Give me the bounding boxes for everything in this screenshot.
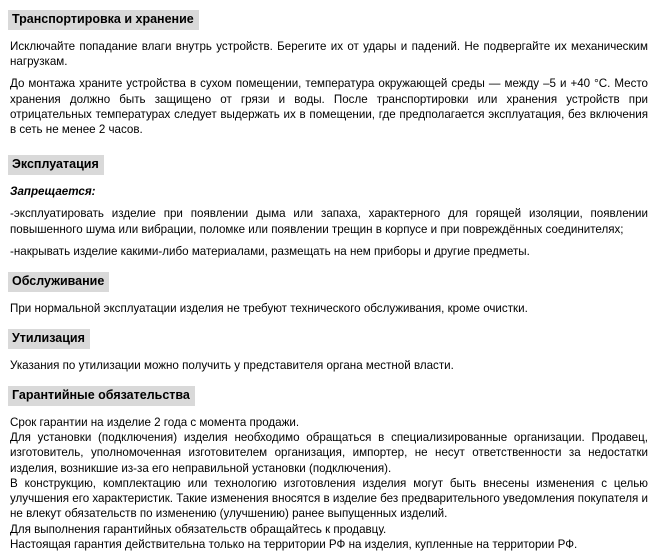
- section-heading-warranty: Гарантийные обязательства: [8, 386, 195, 406]
- section-heading-wrap: [8, 272, 650, 292]
- paragraph-maintenance-1: При нормальной эксплуатации изделия не требуют технического обслуживания, кроме очистки.: [10, 301, 528, 315]
- section-heading-wrap: [8, 10, 650, 30]
- paragraph-warranty-3: В конструкцию, комплектацию или технологию изготовления изделия могут быть внесены изменения с целью улучшения его характеристик. Такие изменения вносятся в изделие без предварительного уведомления покупателя и не влекут обязательств по изменению (улучшению) ранее выпущенных изделий.: [10, 476, 648, 521]
- paragraph-warranty-5: Настоящая гарантия действительна только на территории РФ на изделия, купленные на территории РФ.: [10, 538, 578, 552]
- paragraph-transport-2: До монтажа храните устройства в сухом помещении, температура окружающей среды — между –5 и +40 °C. Место хранения должно быть защищено от грязи и воды. После транспортировки или хранения устройств при отрицательных температурах следует выдержать их в помещении, где предполагается эксплуатация, без включения в сеть не менее 2 часов.: [10, 77, 648, 137]
- section-maintenance: [8, 272, 650, 316]
- paragraph-warranty-1: Срок гарантии на изделие 2 года с момента продажи.: [10, 415, 300, 429]
- paragraph-warranty-2: Для установки (подключения) изделия необходимо обращаться в специализированные организации. Продавец, изготовитель, уполномоченная изготовителем организация, импортер, не несут ответственности за недостатки изделия, возникшие из-за его неправильной установки (подключения).: [10, 430, 648, 475]
- section-heading-disposal: Утилизация: [8, 329, 90, 349]
- section-heading-wrap: [8, 386, 650, 406]
- paragraph-disposal-1: Указания по утилизации можно получить у представителя органа местной власти.: [10, 358, 454, 372]
- subheading-prohibited: Запрещается:: [10, 185, 96, 199]
- paragraph-transport-1: Исключайте попадание влаги внутрь устройств. Берегите их от удары и падений. Не подвергайте их механическим нагрузкам.: [10, 39, 648, 68]
- section-heading-maintenance: Обслуживание: [8, 272, 109, 292]
- section-warranty: [8, 386, 650, 552]
- paragraph-operation-1: -эксплуатировать изделие при появлении дыма или запаха, характерного для горящей изоляции, появлении повышенного шума или вибрации, поломке или появлении трещин в корпусе и при повреждённых соединителях;: [10, 207, 648, 236]
- section-heading-wrap: [8, 155, 650, 175]
- paragraph-warranty-4: Для выполнения гарантийных обязательств обращайтесь к продавцу.: [10, 522, 387, 536]
- paragraph-operation-2: -накрывать изделие какими-либо материалами, размещать на нем приборы и другие предметы.: [10, 244, 530, 258]
- section-disposal: [8, 329, 650, 373]
- section-heading-transport-storage: Транспортировка и хранение: [8, 10, 199, 30]
- section-operation: [8, 155, 650, 259]
- section-heading-operation: Эксплуатация: [8, 155, 104, 175]
- section-transport-storage: [8, 10, 650, 137]
- section-heading-wrap: [8, 329, 650, 349]
